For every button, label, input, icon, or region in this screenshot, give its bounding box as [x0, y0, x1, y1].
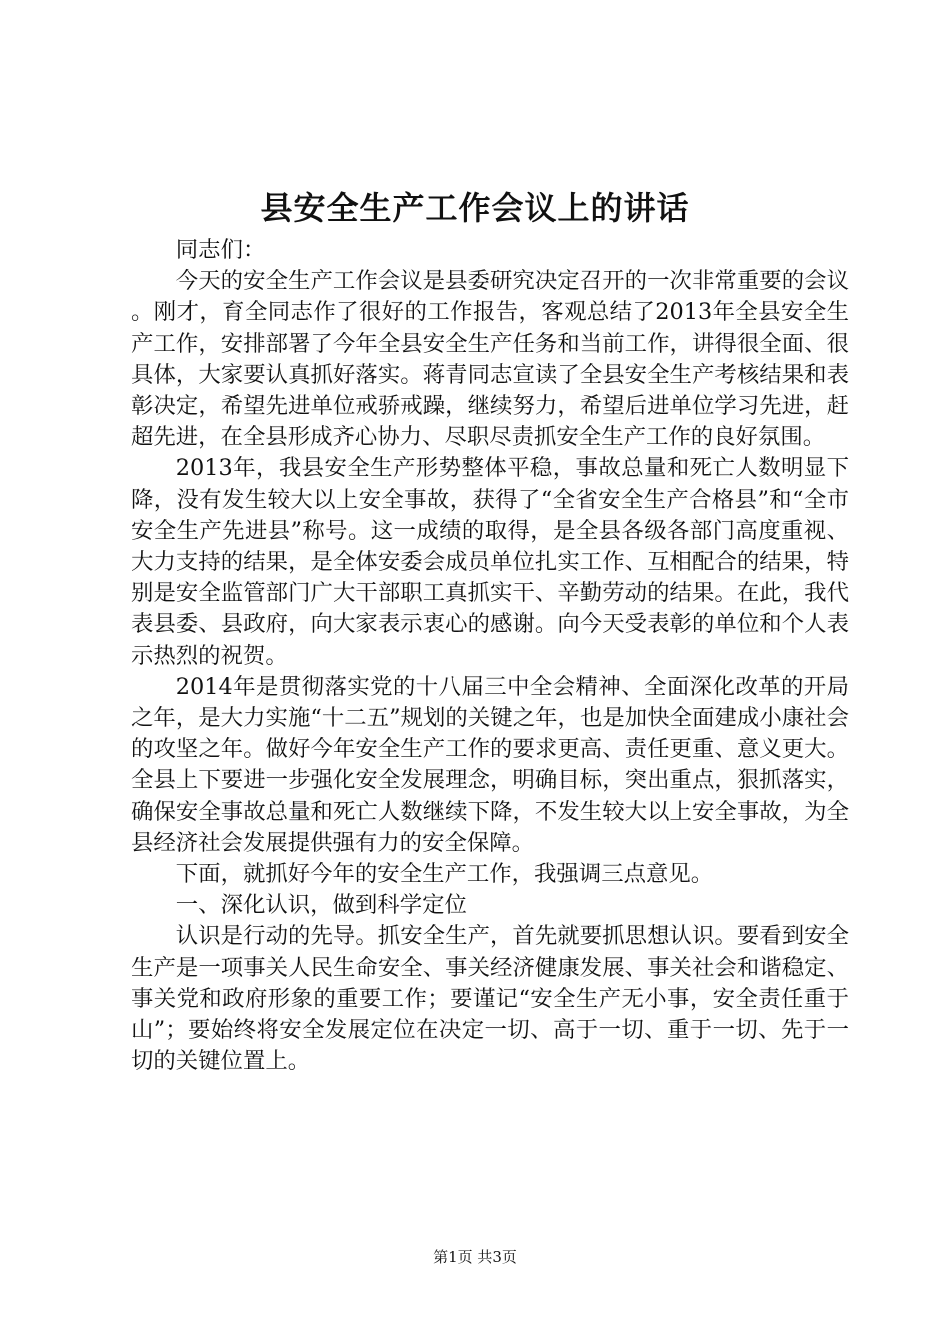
document-body — [131, 235, 849, 1077]
paragraph-2014-outlook: 2014年是贯彻落实党的十八届三中全会精神、全面深化改革的开局之年，是大力实施“十二五”规划的关键之年，也是加快全面建成小康社会的攻坚之年。做好今年安全生产工作的要求更高、责任更重、意义更大。全县上下要进一步强化安全发展理念，明确目标，突出重点，狠抓落实，确保安全事故总量和死亡人数继续下降，不发生较大以上安全事故，为全县经济社会发展提供强有力的安全保障。 — [131, 673, 849, 856]
paragraph-transition: 下面，就抓好今年的安全生产工作，我强调三点意见。 — [175, 861, 714, 888]
paragraph-2013-review: 2013年，我县安全生产形势整体平稳，事故总量和死亡人数明显下降，没有发生较大以上安全事故，获得了“全省安全生产合格县”和“全市安全生产先进县”称号。这一成绩的取得，是全县各级各部门高度重视、大力支持的结果，是全体安委会成员单位扎实工作、互相配合的结果，特别是安全监管部门广大干部职工真抓实干、辛勤劳动的结果。在此，我代表县委、县政府，向大家表示衷心的感谢。向今天受表彰的单位和个人表示热烈的祝贺。 — [131, 455, 849, 669]
page-number-footer: 第1页 共3页 — [433, 1248, 517, 1266]
document-title: 县安全生产工作会议上的讲话 — [260, 189, 690, 227]
salutation: 同志们： — [175, 237, 266, 263]
paragraph-intro: 今天的安全生产工作会议是县委研究决定召开的一次非常重要的会议。刚才，育全同志作了很好的工作报告，客观总结了2013年全县安全生产工作，安排部署了今年全县安全生产任务和当前工作，讲得很全面、很具体，大家要认真抓好落实。蒋青同志宣读了全县安全生产考核结果和表彰决定，希望先进单位戒骄戒躁，继续努力，希望后进单位学习先进，赶超先进，在全县形成齐心协力、尽职尽责抓安全生产工作的良好氛围。 — [131, 268, 849, 451]
section-heading-1: 一、深化认识，做到科学定位 — [175, 892, 467, 919]
paragraph-section-1: 认识是行动的先导。抓安全生产，首先就要抓思想认识。要看到安全生产是一项事关人民生命安全、事关经济健康发展、事关社会和谐稳定、事关党和政府形象的重要工作；要谨记“安全生产无小事，安全责任重于山”；要始终将安全发展定位在决定一切、高于一切、重于一切、先于一切的关键位置上。 — [131, 923, 849, 1075]
